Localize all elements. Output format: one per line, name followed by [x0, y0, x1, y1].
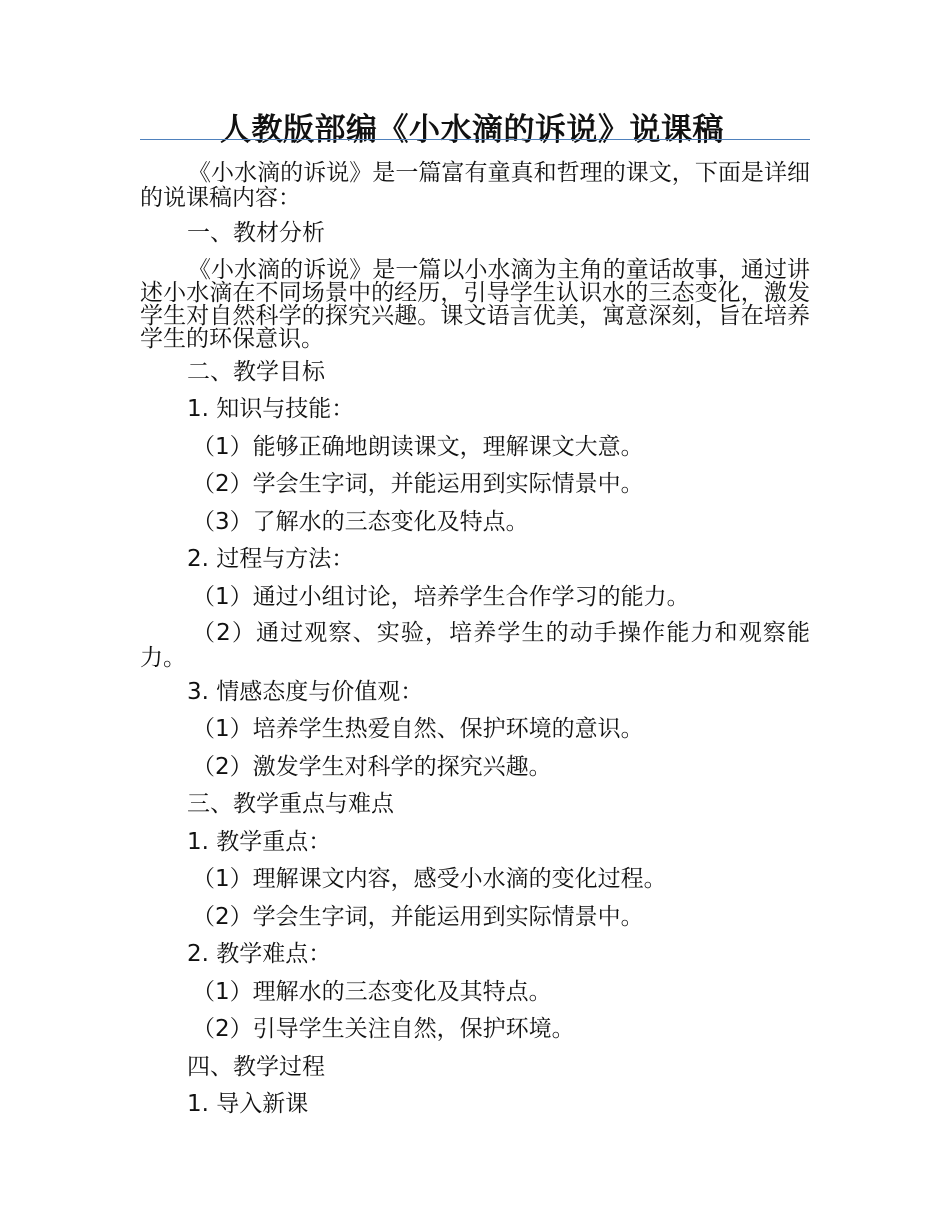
list-item: （2）激发学生对科学的探究兴趣。: [192, 754, 552, 780]
goal-group-knowledge: 1. 知识与技能：: [187, 396, 355, 422]
intro-paragraph: 《小水滴的诉说》是一篇富有童真和哲理的课文，下面是详细的说课稿内容：: [140, 160, 810, 211]
key-point-group-difficulty: 2. 教学难点：: [187, 941, 332, 967]
title-underline: [140, 139, 810, 140]
document-title: 人教版部编《小水滴的诉说》说课稿: [220, 112, 724, 148]
list-item: （1）培养学生热爱自然、保护环境的意识。: [192, 716, 644, 742]
section-heading-process: 四、教学过程: [187, 1054, 325, 1080]
list-item: （2）学会生字词，并能运用到实际情景中。: [192, 471, 644, 497]
section-heading-goals: 二、教学目标: [187, 359, 325, 385]
key-point-group-focus: 1. 教学重点：: [187, 829, 332, 855]
section-heading-analysis: 一、教材分析: [187, 220, 325, 246]
analysis-paragraph: 《小水滴的诉说》是一篇以小水滴为主角的童话故事，通过讲述小水滴在不同场景中的经历，引导学生认识水的三态变化，激发学生对自然科学的探究兴趣。课文语言优美，寓意深刻，旨在培养学生的环保意识。: [140, 257, 810, 352]
list-item: （2）引导学生关注自然，保护环境。: [192, 1016, 575, 1042]
list-item: （1）通过小组讨论，培养学生合作学习的能力。: [192, 584, 690, 610]
list-item: （1）理解课文内容，感受小水滴的变化过程。: [192, 866, 667, 892]
section-heading-key-points: 三、教学重点与难点: [187, 791, 394, 817]
list-item: （2）学会生字词，并能运用到实际情景中。: [192, 904, 644, 930]
process-step: 1. 导入新课: [187, 1091, 309, 1117]
list-item: （3）了解水的三态变化及特点。: [192, 509, 529, 535]
list-item-wrapped: （2）通过观察、实验，培养学生的动手操作能力和观察能力。: [140, 620, 810, 671]
goal-group-values: 3. 情感态度与价值观：: [187, 679, 424, 705]
list-item: （1）能够正确地朗读课文，理解课文大意。: [192, 434, 644, 460]
list-item: （1）理解水的三态变化及其特点。: [192, 979, 552, 1005]
goal-group-process: 2. 过程与方法：: [187, 546, 355, 572]
